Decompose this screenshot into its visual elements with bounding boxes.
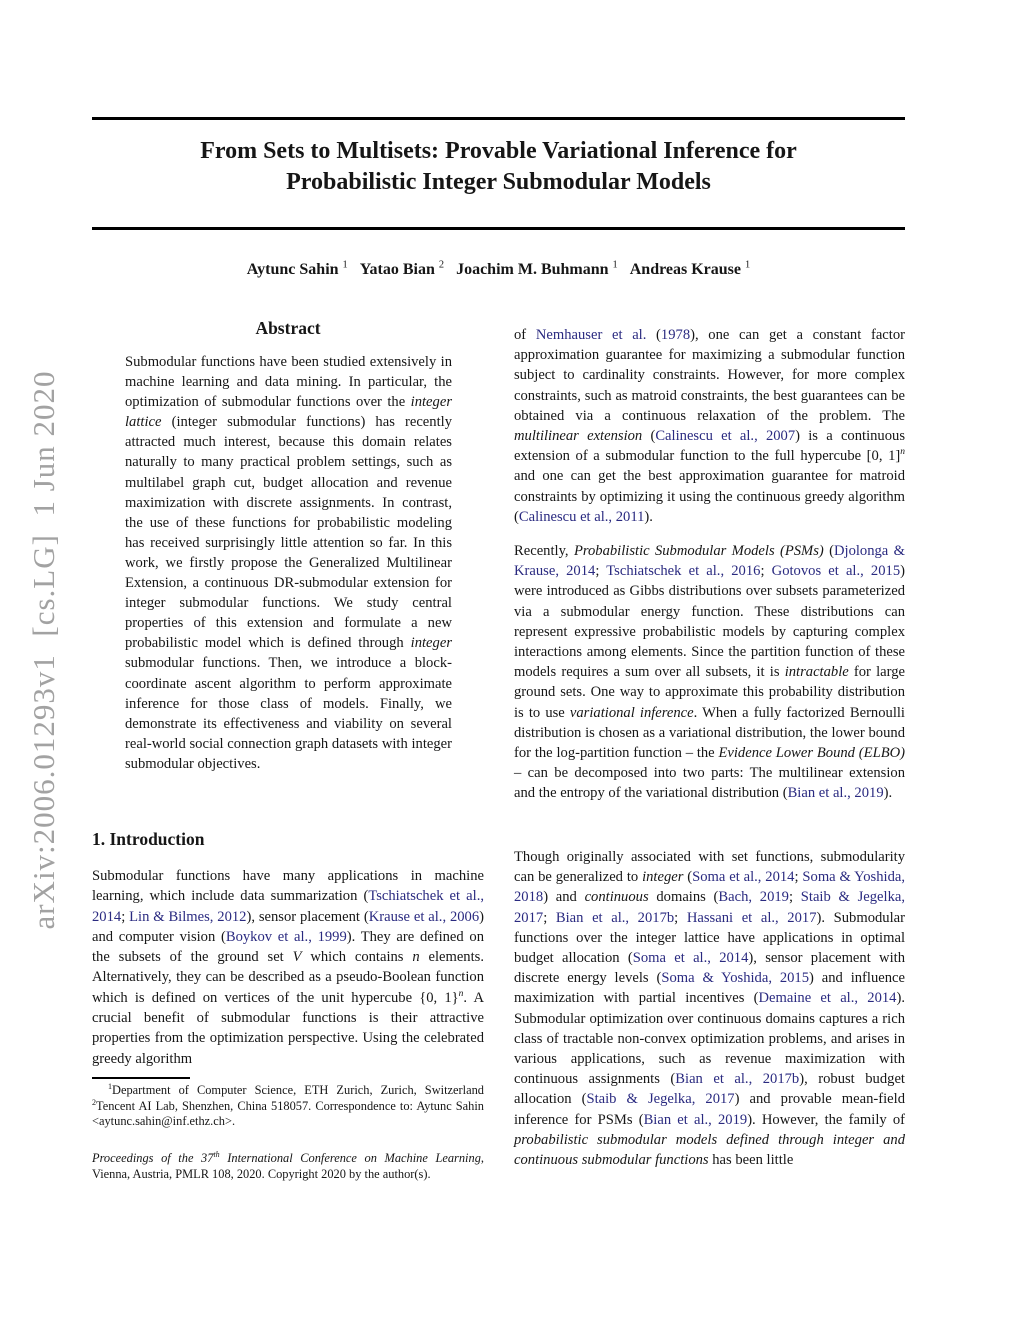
text-segment: integer — [410, 635, 452, 652]
text-segment: ; — [674, 909, 687, 926]
text-segment: 1 — [745, 259, 751, 271]
text-segment: ). Submodular functions over the integer lattice have applications in optimal budget allocation ( — [514, 909, 905, 967]
text-segment: Tencent AI Lab, Shenzhen, China 518057. Correspondence to: Aytunc Sahin — [96, 1098, 484, 1113]
text-segment: ; — [595, 563, 607, 580]
citation-link[interactable]: Bach, 2019 — [718, 889, 789, 906]
text-segment: Submodular functions have many applications in machine learning, which include data summarization ( — [92, 868, 484, 905]
text-segment: 2 — [438, 259, 445, 271]
text-segment: 2 — [92, 1097, 97, 1107]
text-segment: ( — [823, 543, 834, 559]
citation-link[interactable]: Bian et al., 2019 — [643, 1111, 748, 1128]
citation-link[interactable]: Nemhauser et al. — [535, 327, 647, 343]
citation-link[interactable]: Staib & Jegelka, 2017 — [586, 1091, 735, 1108]
citation-link[interactable]: Calinescu et al., 2007 — [655, 428, 796, 445]
text-segment: which contains — [301, 949, 413, 966]
text-segment: domains ( — [648, 889, 719, 906]
citation-link[interactable]: Calinescu et al., 2011 — [518, 508, 645, 525]
paper-title-line1: From Sets to Multisets: Provable Variational Inference for — [200, 138, 797, 164]
title-rule-top — [92, 117, 905, 120]
text-segment: (integer submodular functions) has recently attracted much interest, because this domain relates naturally to many practical problem settings, such as multilabel graph cut, budget allocation and revenue maximization with discrete assignments. In contrast, the use of these functions for probabilistic modeling has received surprisingly little attention so far. In this work, we firstly propose the Generalized Multilinear Extension, a continuous DR-submodular extension for integer submodular functions. We study central properties of this extension and formulate a new probabilistic model which is defined through — [125, 414, 452, 652]
citation-link[interactable]: 1978 — [660, 327, 691, 343]
paper-title — [92, 136, 905, 198]
footnote-rule — [92, 1077, 190, 1079]
text-segment: . When a fully factorized Bernoulli distribution is chosen as a variational distribution, the lower bound for the log-partition function – the — [514, 704, 905, 762]
paper-title-line2: Probabilistic Integer Submodular Models — [286, 169, 711, 195]
citation-link[interactable]: Bian et al., 2019 — [787, 785, 884, 802]
text-segment: for large ground sets. One way to approximate this probability distribution is to use — [514, 664, 905, 721]
citation-link[interactable]: Soma et al., 2014 — [692, 869, 795, 886]
text-segment: ( — [646, 327, 661, 343]
citation-link[interactable]: Soma & Yoshida, 2018 — [514, 869, 905, 906]
text-segment: ), robust budget allocation ( — [514, 1071, 905, 1108]
text-segment: variational inference — [569, 704, 694, 721]
text-segment: ; — [794, 869, 803, 886]
text-segment: V — [292, 949, 302, 966]
text-segment: ) and computer vision ( — [92, 908, 485, 945]
text-segment: n — [412, 949, 420, 966]
text-segment: Andreas Krause — [629, 261, 745, 278]
text-segment: Department of Computer Science, ETH Zurich, Zurich, Switzerland — [112, 1083, 484, 1097]
text-segment: International Conference on Machine Learning — [219, 1151, 481, 1165]
text-segment: ), sensor placement ( — [246, 908, 369, 925]
citation-link[interactable]: Soma et al., 2014 — [632, 950, 749, 967]
text-segment: . — [231, 1114, 236, 1129]
text-segment: Joachim M. Buhmann — [456, 261, 613, 278]
text-segment: ). However, the family of — [747, 1111, 906, 1128]
text-segment: Probabilistic Submodular Models (PSMs) — [573, 543, 824, 559]
introduction-paragraph — [92, 866, 484, 1069]
text-segment: th — [213, 1149, 220, 1159]
citation-link[interactable]: Boykov et al., 1999 — [225, 928, 347, 945]
text-segment: submodular functions. Then, we introduce a block-coordinate ascent algorithm to perform approximate inference for those class of models. Finally, we demonstrate its effectiveness and viability on several real-world social connection graph datasets with integer submodular objectives. — [125, 655, 452, 772]
citation-link[interactable]: Djolonga & Krause, 2014 — [514, 543, 905, 580]
text-segment: elements. Alternatively, they can be described as a pseudo-Boolean function which is defined on vertices of the unit hypercube {0, 1} — [92, 949, 484, 1006]
text-segment: ) and provable mean-field inference for PSMs ( — [514, 1091, 905, 1128]
text-segment: Yatao Bian — [359, 261, 439, 278]
text-segment: ), one can get a constant factor approximation guarantee for maximizing a submodular function subject to cardinality constraints. However, for more complex constraints, such as matroid constraints, the best guarantees can be obtained via a continuous relaxation of the problem. The — [514, 327, 905, 424]
text-segment: , Vienna, Austria, PMLR 108, 2020. Copyright 2020 by the author(s). — [92, 1151, 484, 1181]
text-segment: ( — [683, 869, 693, 886]
text-segment: – can be decomposed into two parts: The multilinear extension and the entropy of the variational distribution ( — [514, 765, 905, 802]
text-segment: . A crucial benefit of submodular functions is their attractive properties from the optimization perspective. Using the celebrated greedy algorithm — [92, 989, 484, 1067]
title-rule-bottom — [92, 227, 905, 230]
text-segment: ). — [883, 785, 893, 802]
text-segment: 1 — [612, 259, 618, 271]
citation-link[interactable]: Tschiatschek et al., 2016 — [606, 563, 761, 580]
body-paragraph-1 — [514, 325, 905, 527]
citation-link[interactable]: Hassani et al., 2017 — [686, 909, 817, 926]
citation-link[interactable]: Bian et al., 2017b — [555, 909, 675, 926]
citation-link[interactable]: Bian et al., 2017b — [675, 1071, 800, 1088]
text-segment: intractable — [784, 664, 849, 681]
text-segment: ; — [543, 909, 556, 926]
section-heading-introduction: 1. Introduction — [92, 829, 205, 849]
text-segment: ). Submodular optimization over continuous domains captures a rich class of tractable non-convex optimization problems, and arises in various applications, such as revenue maximization with continuous assignments ( — [514, 990, 905, 1088]
abstract-text — [125, 352, 452, 774]
text-segment: Proceedings of the 37 — [92, 1151, 214, 1165]
text-segment: ), sensor placement with discrete energy levels ( — [514, 950, 905, 987]
text-segment: has been little — [708, 1152, 794, 1169]
text-segment: probabilistic submodular models defined through integer and continuous submodular functions — [514, 1131, 905, 1169]
body-paragraph-2 — [514, 541, 905, 804]
text-segment: ). They are defined on the subsets of the ground set — [92, 928, 485, 966]
text-segment: ) is a continuous extension of a submodular function to the full hypercube [0, 1] — [514, 428, 905, 465]
text-segment: integer lattice — [125, 394, 452, 431]
text-segment: Evidence Lower Bound (ELBO) — [718, 745, 906, 762]
text-segment: of — [514, 327, 536, 343]
text-segment: n — [900, 447, 905, 458]
text-segment: Aytunc Sahin — [246, 261, 343, 278]
text-segment: continuous — [584, 889, 649, 906]
text-segment: ; — [760, 563, 772, 580]
arxiv-watermark: arXiv:2006.01293v1 [cs.LG] 1 Jun 2020 — [26, 370, 61, 930]
text-segment: ) and — [543, 889, 585, 906]
citation-link[interactable]: Demaine et al., 2014 — [758, 990, 897, 1007]
citation-link[interactable]: Tschiatschek et al., 2014 — [92, 888, 484, 925]
text-segment: Submodular functions have been studied extensively in machine learning and data mining. In particular, the optimization of submodular functions over the — [125, 354, 452, 411]
citation-link[interactable]: Gotovos et al., 2015 — [771, 563, 901, 580]
text-segment: <aytunc.sahin@inf.ethz.ch> — [92, 1114, 232, 1129]
proceedings-note — [92, 1150, 484, 1182]
text-segment — [348, 261, 360, 278]
text-segment: ; — [121, 908, 130, 925]
citation-link[interactable]: Lin & Bilmes, 2012 — [129, 908, 247, 925]
text-segment: ) were introduced as Gibbs distributions over subsets parameterized via a submodular energy function. These distributions can represent expressive probabilistic models by capturing complex interactions among elements. Since the partition function of these models requires a sum over all subsets, it is — [514, 563, 905, 681]
text-segment: ) and influence maximization with partial incentives ( — [514, 970, 905, 1007]
text-segment: Recently, — [514, 543, 574, 559]
text-segment: integer — [642, 869, 684, 886]
text-segment: 1 — [108, 1081, 113, 1091]
citation-link[interactable]: Krause et al., 2006 — [368, 908, 480, 925]
citation-link[interactable]: Staib & Jegelka, 2017 — [514, 889, 905, 926]
text-segment — [618, 261, 630, 278]
text-segment: ). — [644, 508, 653, 525]
authors-line — [92, 261, 905, 279]
citation-link[interactable]: Soma & Yoshida, 2015 — [661, 970, 810, 987]
text-segment: multilinear extension — [514, 428, 643, 445]
text-segment: 1 — [342, 259, 348, 271]
text-segment: n — [458, 988, 464, 999]
text-segment: Though originally associated with set functions, submodularity can be generalized to — [514, 849, 905, 886]
footnote-affiliations — [92, 1083, 484, 1130]
text-segment: ; — [788, 889, 801, 906]
text-segment: and one can get the best approximation guarantee for matroid constraints by optimizing it using the continuous greedy algorithm ( — [514, 468, 905, 525]
body-paragraph-3 — [514, 847, 905, 1170]
abstract-heading: Abstract — [255, 318, 321, 338]
text-segment: ( — [642, 428, 656, 445]
text-segment — [444, 261, 456, 278]
